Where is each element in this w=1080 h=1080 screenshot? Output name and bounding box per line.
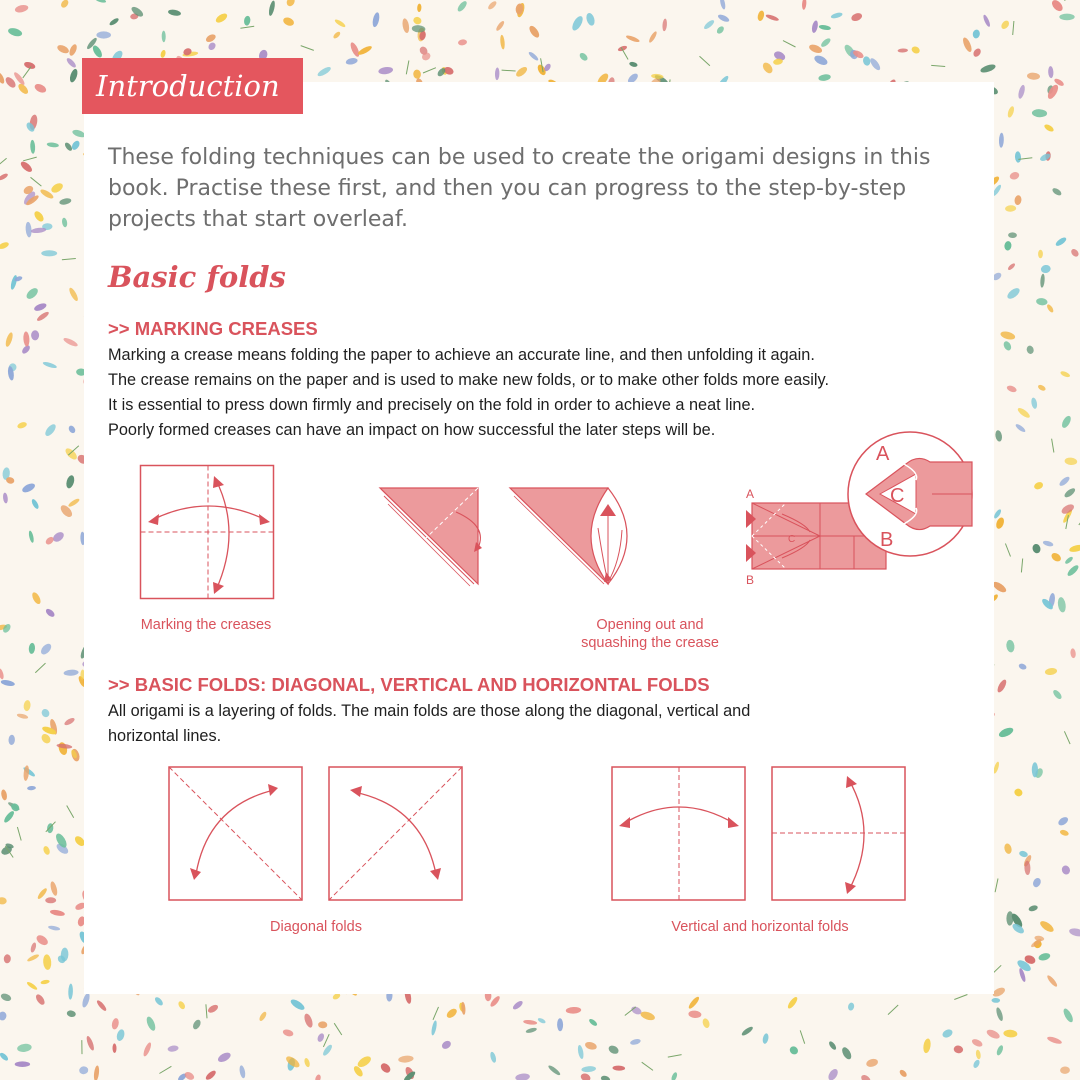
marking-creases-text [108, 343, 829, 443]
diagram-label-c: C [890, 485, 905, 507]
diagram-label-c-small: C [788, 534, 796, 545]
intro-paragraph: These folding techniques can be used to create the origami designs in this book. Practise these first, and then you can progress to the step-by-step projects that start overleaf. [108, 145, 931, 232]
inset-fold-diagram [740, 440, 976, 590]
caption-opening-squashing [540, 616, 760, 652]
caption-line: squashing the crease [581, 635, 719, 651]
diagram-label-b-small: B [746, 573, 755, 587]
basic-folds-text [108, 699, 750, 749]
marking-text-line: Poorly formed creases can have an impact on how successful the later steps will be. [108, 421, 716, 439]
marking-text-line: Marking a crease means folding the paper to achieve an accurate line, and then unfolding it again. [108, 346, 815, 364]
marking-text-line: The crease remains on the paper and is used to make new folds, or to make other folds more easily. [108, 371, 829, 389]
caption-diagonal-folds: Diagonal folds [270, 919, 362, 935]
section-title-basic-folds: Basic folds [108, 260, 286, 294]
diagonal-fold-diagram-1 [168, 766, 304, 902]
horizontal-fold-diagram [771, 766, 907, 902]
squash-fold-diagram [508, 486, 646, 590]
caption-marking-creases: Marking the creases [140, 617, 272, 633]
basic-folds-heading: >> BASIC FOLDS: DIAGONAL, VERTICAL AND HORIZONTAL FOLDS [108, 674, 710, 695]
caption-line: Opening out and [596, 617, 704, 633]
diagram-label-b: B [880, 529, 894, 551]
introduction-banner: Introduction [82, 58, 303, 114]
vertical-fold-diagram [611, 766, 747, 902]
diagram-label-a: A [876, 443, 890, 465]
diagonal-fold-diagram-2 [328, 766, 464, 902]
marking-creases-heading: >> MARKING CREASES [108, 318, 318, 339]
basic-text-line: All origami is a layering of folds. The main folds are those along the diagonal, vertical and [108, 702, 751, 720]
basic-text-line: horizontal lines. [108, 727, 222, 745]
marking-text-line: It is essential to press down firmly and precisely on the fold in order to achieve a neat line. [108, 396, 756, 414]
diagram-label-a-small: A [746, 487, 755, 501]
marking-creases-diagram [138, 462, 278, 602]
folded-triangle-diagram [378, 486, 484, 590]
caption-vertical-horizontal-folds: Vertical and horizontal folds [671, 919, 849, 935]
